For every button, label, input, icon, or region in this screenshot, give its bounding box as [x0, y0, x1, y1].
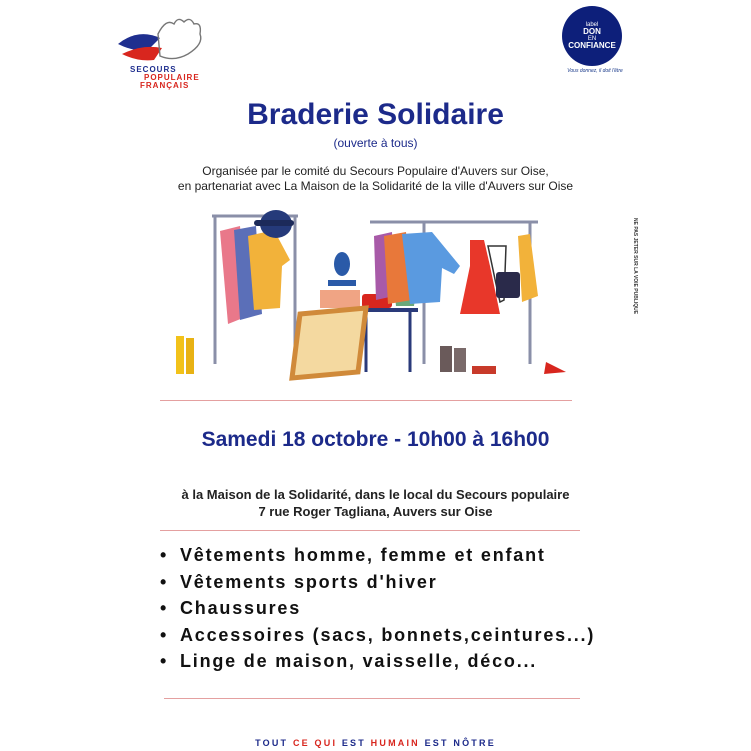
bullet-icon: •	[160, 598, 169, 618]
organizer-line-1: Organisée par le comité du Secours Populaire d'Auvers sur Oise,	[202, 164, 549, 178]
don-title-line2: EN	[587, 36, 597, 42]
list-item-text: Chaussures	[180, 598, 302, 618]
bullet-icon: •	[160, 624, 169, 645]
list-item-text: Linge de maison, vaisselle, déco...	[180, 651, 538, 671]
list-item	[160, 542, 595, 569]
motto-word: NÔTRE	[453, 738, 496, 748]
organizer-text	[0, 164, 751, 194]
secours-populaire-logo	[108, 14, 218, 100]
don-tagline: Vous donnez, il doit l'être	[567, 68, 623, 74]
subtitle: (ouverte à tous)	[333, 136, 418, 150]
side-note-text: NE PAS JETER SUR LA VOIE PUBLIQUE	[632, 218, 638, 315]
bullet-icon: •	[160, 571, 169, 592]
list-item	[160, 569, 595, 596]
list-item	[160, 648, 595, 675]
don-title-line3: CONFIANCE	[568, 41, 616, 50]
clothing-racks-illustration	[170, 196, 580, 386]
divider-1	[160, 400, 572, 401]
list-item	[160, 595, 595, 622]
items-list	[160, 542, 595, 675]
motto-word: HUMAIN	[370, 738, 420, 748]
list-item-text: Vêtements sports d'hiver	[180, 571, 438, 592]
motto	[0, 738, 751, 748]
logo-text-line1: SECOURS	[130, 65, 177, 74]
location-line-1: à la Maison de la Solidarité, dans le local du Secours populaire	[181, 487, 570, 502]
motto-word: TOUT	[255, 738, 289, 748]
don-label-text: label	[585, 22, 599, 28]
logo-text-line3: FRANÇAIS	[140, 81, 190, 90]
divider-3	[164, 698, 580, 699]
bullet-icon: •	[160, 545, 169, 565]
event-date: Samedi 18 octobre - 10h00 à 16h00	[201, 428, 550, 451]
list-item-text: Accessoires (sacs, bonnets,ceintures...)	[180, 624, 596, 645]
don-en-confiance-logo	[562, 6, 628, 72]
motto-word: EST	[341, 738, 366, 748]
event-location	[0, 486, 751, 520]
list-item	[160, 622, 595, 649]
location-line-2: 7 rue Roger Tagliana, Auvers sur Oise	[258, 504, 493, 519]
motto-word: CE	[292, 738, 310, 748]
side-note	[626, 218, 640, 328]
bullet-icon: •	[160, 651, 169, 671]
page-title: Braderie Solidaire	[247, 98, 504, 131]
motto-word: QUI	[314, 738, 338, 748]
organizer-line-2: en partenariat avec La Maison de la Solidarité de la ville d'Auvers sur Oise	[177, 179, 574, 193]
motto-word: EST	[424, 738, 449, 748]
divider-2	[160, 530, 580, 531]
list-item-text: Vêtements homme, femme et enfant	[180, 545, 546, 565]
don-title-line1: DON	[583, 27, 601, 36]
logo-text-line2: POPULAIRE	[144, 73, 200, 82]
